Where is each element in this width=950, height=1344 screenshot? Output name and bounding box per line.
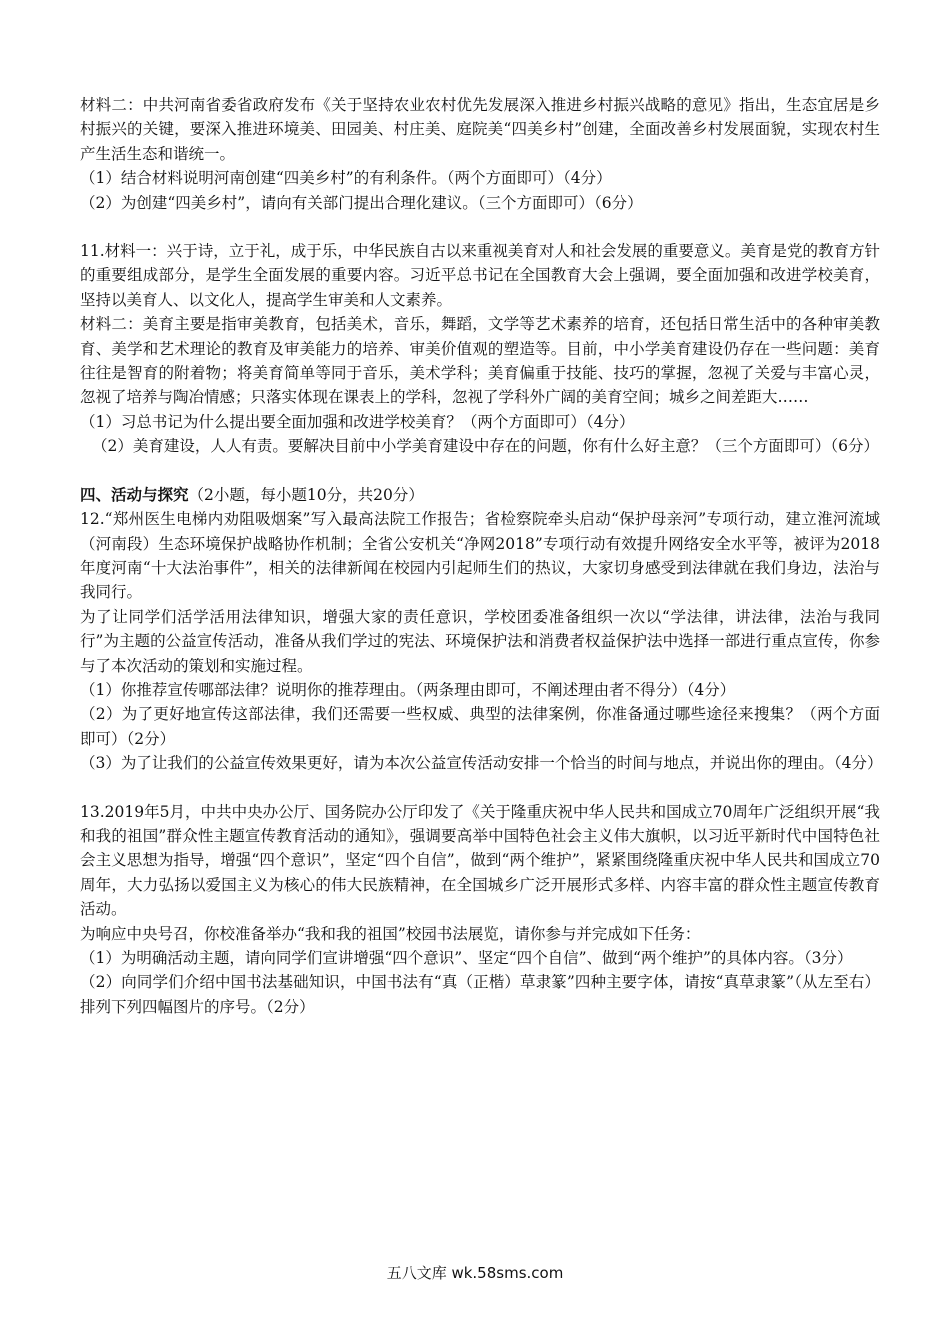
q13-question-2: （2）向同学们介绍中国书法基础知识，中国书法有“真（正楷）草隶篆”四种主要字体，请按“真草隶篆”（从左至右）排列下列四幅图片的序号。（2分） — [80, 973, 880, 1016]
q12-question-2: （2）为了更好地宣传这部法律，我们还需要一些权威、典型的法律案例，你准备通过哪些途径来搜集？（两个方面即可）（2分） — [80, 705, 880, 748]
q12-task: 为了让同学们活学活用法律知识，增强大家的责任意识，学校团委准备组织一次以“学法律，讲法律，法治与我同行”为主题的公益宣传活动，准备从我们学过的宪法、环境保护法和消费者权益保护法中选择一部进行重点宣传，你参与了本次活动的策划和实施过程。 — [80, 607, 880, 675]
section-heading — [80, 483, 880, 507]
q11-question-1: （1）习总书记为什么提出要全面加强和改进学校美育？（两个方面即可）（4分） — [80, 412, 635, 431]
section-title: 四、活动与探究 — [80, 484, 189, 504]
q11-material-2: 材料二：美育主要是指审美教育，包括美术，音乐，舞蹈，文学等艺术素养的培育，还包括日常生活中的各种审美教育、美学和艺术理论的教育及审美能力的培养、审美价值观的塑造等。目前，中小学美育建设仍存在一些问题：美育往往是智育的附着物；将美育简单等同于音乐，美术学科；美育偏重于技能、技巧的掌握，忽视了关爱与丰富心灵，忽视了培养与陶冶情感；只落实体现在课表上的学科，忽视了学科外广阔的美育空间；城乡之间差距大…… — [80, 315, 880, 407]
q12-question-1: （1）你推荐宣传哪部法律？说明你的推荐理由。（两条理由即可，不阐述理由者不得分）（4分） — [80, 680, 736, 699]
q13-question-1: （1）为明确活动主题，请向同学们宣讲增强“四个意识”、坚定“四个自信”、做到“两个维护”的具体内容。（3分） — [80, 949, 853, 967]
q13-task: 为响应中央号召，你校准备举办“我和我的祖国”校园书法展览，请你参与并完成如下任务： — [80, 924, 701, 943]
q11-question-2: （2）美育建设，人人有责。要解决目前中小学美育建设中存在的问题，你有什么好主意？（三个方面即可）（6分） — [92, 437, 879, 456]
document-body — [80, 93, 883, 1019]
section-note: （2小题，每小题10分，共20分） — [188, 485, 424, 504]
q12-background: 12.“郑州医生电梯内劝阻吸烟案”写入最高法院工作报告；省检察院牵头启动“保护母亲河”专项行动，建立淮河流域（河南段）生态环境保护战略协作机制；全省公安机关“净网2018”专项行动有效提升网络安全水平等，被评为2018年度河南“十大法治事件”，相关的法律新闻在校园内引起师生们的热议，大家切身感受到法律就在我们身边，法治与我同行。 — [80, 510, 880, 602]
m2-text: 材料二：中共河南省委省政府发布《关于坚持农业农村优先发展深入推进乡村振兴战略的意见》指出，生态宜居是乡村振兴的关键，要深入推进环境美、田园美、村庄美、庭院美“四美乡村”创建，全面改善乡村发展面貌，实现农村生产生活生态和谐统一。 — [80, 96, 880, 163]
q11-material-1: 11.材料一：兴于诗，立于礼，成于乐，中华民族自古以来重视美育对人和社会发展的重要意义。美育是党的教育方针的重要组成部分，是学生全面发展的重要内容。习近平总书记在全国教育大会上强调，要全面加强和改进学校美育，坚持以美育人、以文化人，提高学生审美和人文素养。 — [80, 242, 880, 309]
m2-question-2: （2）为创建“四美乡村”，请向有关部门提出合理化建议。（三个方面即可）（6分） — [80, 193, 643, 212]
q13-background: 13.2019年5月，中共中央办公厅、国务院办公厅印发了《关于隆重庆祝中华人民共和国成立70周年广泛组织开展“我和我的祖国”群众性主题宣传教育活动的通知》，强调要高举中国特色社会主义伟大旗帜，以习近平新时代中国特色社会主义思想为指导，增强“四个意识”，坚定“四个自信”，做到“两个维护”，紧紧围绕隆重庆祝中华人民共和国成立70周年，大力弘扬以爱国主义为核心的伟大民族精神，在全国城乡广泛开展形式多样、内容丰富的群众性主题宣传教育活动。 — [80, 802, 880, 919]
footer-watermark: 五八文库 wk.58sms.com — [386, 1264, 564, 1282]
m2-question-1: （1）结合材料说明河南创建“四美乡村”的有利条件。（两个方面即可）（4分） — [80, 169, 612, 188]
q12-question-3: （3）为了让我们的公益宣传效果更好，请为本次公益宣传活动安排一个恰当的时间与地点，并说出你的理由。（4分） — [80, 754, 883, 773]
